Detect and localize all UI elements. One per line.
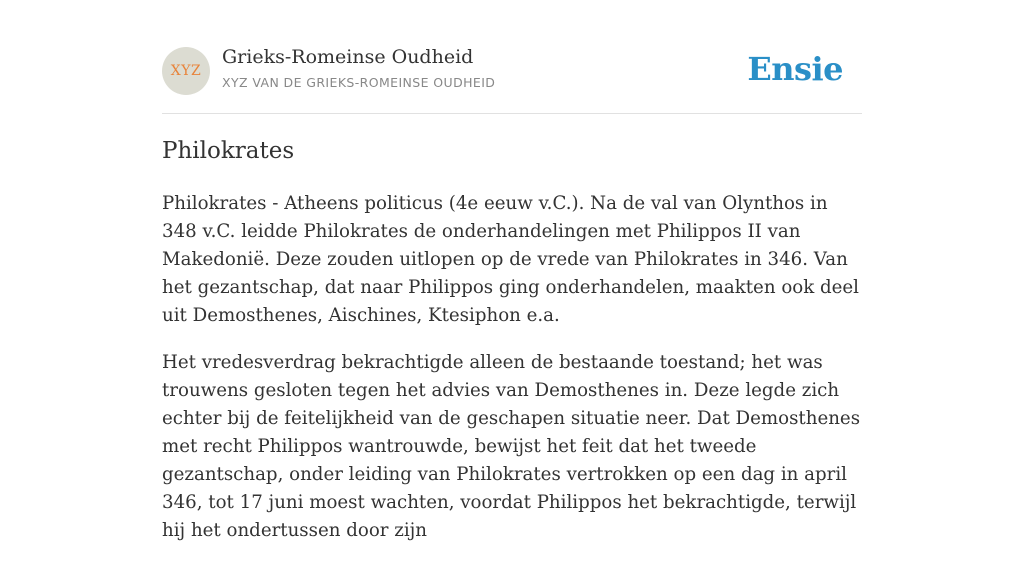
ensie-logo[interactable]: Ensie bbox=[747, 50, 843, 88]
source-header bbox=[162, 0, 862, 114]
article-title: Philokrates bbox=[162, 138, 295, 164]
source-avatar[interactable]: XYZ bbox=[162, 47, 210, 95]
source-subtitle: XYZ VAN DE GRIEKS-ROMEINSE OUDHEID bbox=[222, 75, 496, 90]
article-paragraph: Philokrates - Atheens politicus (4e eeuw v.C.). Na de val van Olynthos in 348 v.C. leidde Philokrates de onderhandelingen met Philippos II van Makedonië. Deze zouden uitlopen op de vrede van Philokrates in 346. Van het gezantschap, dat naar Philippos ging onderhandelen, maakten ook deel uit Demosthenes, Aischines, Ktesiphon e.a. bbox=[162, 193, 860, 326]
page-container bbox=[162, 0, 862, 541]
article-body bbox=[162, 190, 867, 564]
source-title[interactable]: Grieks-Romeinse Oudheid bbox=[222, 46, 474, 68]
article-paragraph: Het vredesverdrag bekrachtigde alleen de bestaande toestand; het was trouwens gesloten tegen het advies van Demosthenes in. Deze legde zich echter bij de feitelijkheid van de geschapen situatie neer. Dat Demosthenes met recht Philippos wantrouwde, bewijst het feit dat het tweede gezantschap, onder leiding van Philokrates vertrokken op een dag in april 346, tot 17 juni moest wachten, voordat Philippos het bekrachtigde, terwijl hij het ondertussen door zijn bbox=[162, 352, 861, 541]
